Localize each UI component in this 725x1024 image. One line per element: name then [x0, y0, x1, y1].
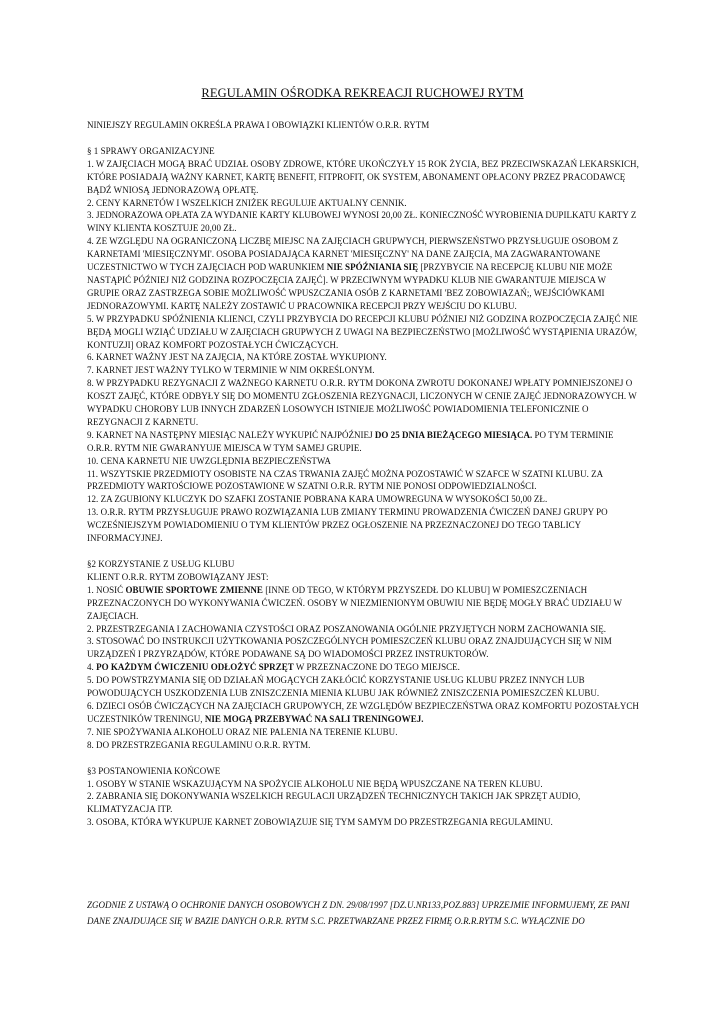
rule-item: 1. W ZAJĘCIACH MOGĄ BRAĆ UDZIAŁ OSOBY ZDROWE, KTÓRE UKOŃCZYŁY 15 ROK ŻYCIA, BEZ PRZECIWSKAZAŃ LEKARSKICH, KTÓRE POSIADAJĄ WAŻNY KARNET, KARTĘ BENEFIT, FITPROFIT, OK SYSTEM, ABONAMENT OPŁACONY PRZEZ PRACODAWCĘ BĄDŹ WNIOSĄ JEDNORAZOWĄ OPŁATĘ.	[87, 158, 639, 195]
rule-item: 12. ZA ZGUBIONY KLUCZYK DO SZAFKI ZOSTANIE POBRANA KARA UMOWREGUNA W WYSOKOŚCI 50,00 ZŁ.	[87, 494, 548, 505]
spacer	[87, 132, 639, 145]
spacer	[87, 752, 639, 765]
rule-item: 2. PRZESTRZEGANIA I ZACHOWANIA CZYSTOŚCI ORAZ POSZANOWANIA OGÓLNIE PRZYJĘTYCH NORM ZACHOWANIA SIĘ.	[87, 623, 607, 634]
rule-item: 3. JEDNORAZOWA OPŁATA ZA WYDANIE KARTY KLUBOWEJ WYNOSI 20,00 ZŁ. KONIECZNOŚĆ WYROBIENIA DUPILKATU KARTY Z WINY KLIENTA KOSZTUJE 20,00 ZŁ.	[87, 210, 637, 234]
rule-text: 6. DZIECI OSÓB ĆWICZĄCYCH NA ZAJĘCIACH GRUPOWYCH, ZE WZGLĘDÓW BEZPIECZEŃSTWA ORAZ KOMFORTU POZOSTAŁYCH UCZESTNIKÓW TRENINGU,	[87, 700, 639, 724]
rule-text: 9. KARNET NA NASTĘPNY MIESIĄC NALEŻY WYKUPIĆ NAJPÓŹNIEJ	[87, 429, 375, 440]
section-lead: KLIENT O.R.R. RYTM ZOBOWIĄZANY JEST:	[87, 571, 269, 582]
rule-item	[87, 584, 639, 623]
rule-text: W PRZEZNACZONE DO TEGO MIEJSCE.	[293, 662, 460, 673]
rule-item: 10. CENA KARNETU NIE UWZGLĘDNIA BEZPIECZEŃSTWA	[87, 455, 331, 466]
rule-item: 8. W PRZYPADKU REZYGNACJI Z WAŻNEGO KARNETU O.R.R. RYTM DOKONA ZWROTU DOKONANEJ WPŁATY POMNIEJSZONEJ O KOSZT ZAJĘĆ, KTÓRE ODBYŁY SIĘ DO MOMENTU ZGŁOSZENIA REZYGNACJI, LICZONYCH W CENIE ZAJĘĆ JEDNORAZOWYCH. W WYPADKU CHOROBY LUB INNYCH ZDARZEŃ LOSOWYCH ISTNIEJE MOŻLIWOŚĆ POWIADOMIENIA TELEFONICZNIE O REZYGNACJI Z KARNETU.	[87, 378, 637, 427]
rule-text: PO TYM TERMINIE O.R.R. RYTM NIE GWARANYUJE MIEJSCA W TYM SAMEJ GRUPIE.	[87, 429, 614, 453]
rule-item: 6. KARNET WAŻNY JEST NA ZAJĘCIA, NA KTÓRE ZOSTAŁ WYKUPIONY.	[87, 352, 387, 363]
rule-text: 4.	[87, 662, 97, 673]
intro-paragraph: NINIEJSZY REGULAMIN OKREŚLA PRAWA I OBOWIĄZKI KLIENTÓW O.R.R. RYTM	[87, 120, 430, 130]
rule-text: [PRZYBYCIE NA RECEPCJĘ KLUBU NIE MOŻE NASTĄPIĆ PÓŹNIEJ NIŻ GODZINA ROZPOCZĘCIA ZAJĘĆ]. W PRZECIWNYM WYPADKU KLUB NIE GWARANTUJE MIEJSCA W GRUPIE ORAZ ZASTRZEGA SOBIE MOŻLIWOŚĆ WPUSZCZANIA OSÓB Z KARNETAMI 'BEZ ZOBOWIAZAŃ;, WEJŚCIÓWKAMI JEDNORAZOWYMI. KARTĘ NALEŻY ZOSTAWIĆ U PRACOWNIKA RECEPCJI PRZY WEJŚCIU DO KLUBU.	[87, 262, 613, 311]
document-title: REGULAMIN OŚRODKA REKREACJI RUCHOWEJ RYTM	[201, 86, 524, 100]
rule-text: 1. NOSIĆ	[87, 584, 126, 595]
rule-item: 7. NIE SPOŻYWANIA ALKOHOLU ORAZ NIE PALENIA NA TERENIE KLUBU.	[87, 726, 398, 737]
rule-item: 3. OSOBA, KTÓRA WYKUPUJE KARNET ZOBOWIĄZUJE SIĘ TYM SAMYM DO PRZESTRZEGANIA REGULAMINU.	[87, 817, 553, 828]
rule-item	[87, 429, 639, 455]
rule-item: 7. KARNET JEST WAŻNY TYLKO W TERMINIE W NIM OKREŚLONYM.	[87, 365, 375, 376]
spacer	[87, 545, 639, 558]
document-body	[87, 119, 639, 829]
rule-text: [INNE OD TEGO, W KTÓRYM PRZYSZEDŁ DO KLUBU] W POMIESZCZENIACH PRZEZNACZONYCH DO WYKONYWANIA ĆWICZEŃ. OSOBY W NIEZMIENIONYM OBUWIU NIE BĘDĘ MOGŁY BRAĆ UDZIAŁU W ZAJĘCIACH.	[87, 584, 622, 621]
data-protection-note: ZGODNIE Z USTAWĄ O OCHRONIE DANYCH OSOBOWYCH Z DN. 29/08/1997 [DZ.U.NR133,POZ.883] UPRZEJMIE INFORMUJEMY, ZE PANI DANE ZNAJDUJĄCE SIĘ W BAZIE DANYCH O.R.R. RYTM S.C. PRZETWARZANE PRZEZ FIRMĘ O.R.R.RYTM S.C. WYŁĄCZNIE DO	[87, 900, 630, 926]
rule-item: 8. DO PRZESTRZEGANIA REGULAMINU O.R.R. RYTM.	[87, 739, 311, 750]
rule-emphasis: NIE SPÓŹNIANIA SIĘ	[326, 262, 419, 273]
rule-item	[87, 235, 639, 312]
section-heading: §2 KORZYSTANIE Z USŁUG KLUBU	[87, 559, 235, 569]
rule-item: 1. OSOBY W STANIE WSKAZUJĄCYM NA SPOŻYCIE ALKOHOLU NIE BĘDĄ WPUSZCZANE NA TEREN KLUBU.	[87, 778, 543, 789]
rule-emphasis: DO 25 DNIA BIEŻĄCEGO MIESIĄCA.	[374, 429, 533, 440]
rule-item	[87, 700, 639, 726]
rule-item: 3. STOSOWAĆ DO INSTRUKCJI UŻYTKOWANIA POSZCZEGÓLNYCH POMIESZCZEŃ KLUBU ORAZ ZNAJDUJĄCYCH SIĘ W NIM URZĄDZEŃ I PRZYRZĄDÓW, KTÓRE PODAWANE SĄ DO WIADOMOŚCI PRZEZ INSTRUKTORÓW.	[87, 636, 612, 660]
section-3	[87, 765, 639, 830]
section-2	[87, 558, 639, 752]
rule-item: 2. CENY KARNETÓW I WSZELKICH ZNIŻEK REGULUJE AKTUALNY CENNIK.	[87, 197, 407, 208]
section-heading: § 1 SPRAWY ORGANIZACYJNE	[87, 145, 215, 156]
rule-emphasis: OBUWIE SPORTOWE ZMIENNE	[125, 584, 263, 595]
rule-item: 5. DO POWSTRZYMANIA SIĘ OD DZIAŁAŃ MOGĄCYCH ZAKŁÓCIĆ KORZYSTANIE USŁUG KLUBU PRZEZ INNYCH LUB POWODUJĄCYCH USZKODZENIA LUB ZNISZCZENIA MIENIA KLUBU JAK RÓWNIEŻ ZNISZCZENIA POMIESZCZEŃ KLUBU.	[87, 675, 600, 699]
rule-item: 5. W PRZYPADKU SPÓŹNIENIA KLIENCI, CZYLI PRZYBYCIA DO RECEPCJI KLUBU PÓŹNIEJ NIŻ GODZINA ROZPOCZĘCIA ZAJĘĆ NIE BĘDĄ MOGLI WZIĄĆ UDZIAŁU W ZAJĘCIACH GRUPWYCH Z UWAGI NA BEZPIECZEŃSTWO [MOŻLIWOŚĆ WYSTĄPIENIA URAZÓW, KONTUZJI] ORAZ KOMFORT POZOSTAŁYCH ĆWICZĄCYCH.	[87, 313, 638, 350]
section-heading: §3 POSTANOWIENIA KOŃCOWE	[87, 765, 221, 776]
rule-item	[87, 661, 639, 674]
rule-item: 11. WSZYTSKIE PRZEDMIOTY OSOBISTE NA CZAS TRWANIA ZAJĘĆ MOŻNA POZOSTAWIĆ W SZAFCE W SZATNI KLUBU. ZA PRZEDMIOTY WARTOŚCIOWE POZOSTAWIONE W SZATNI O.R.R. RYTM NIE PONOSI ODPOWIEDZIALNOŚCI.	[87, 468, 603, 492]
rule-item: 2. ZABRANIA SIĘ DOKONYWANIA WSZELKICH REGULACJI URZĄDZEŃ TECHNICZNYCH TAKICH JAK SPRZĘT AUDIO, KLIMATYZACJA ITP.	[87, 791, 581, 815]
rule-emphasis: PO KAŻDYM ĆWICZENIU ODŁOŻYĆ SPRZĘT	[96, 662, 294, 673]
rule-text: 4. ZE WZGLĘDU NA OGRANICZONĄ LICZBĘ MIEJSC NA ZAJĘCIACH GRUPWYCH, PIERWSZEŃSTWO PRZYSŁUGUJE OSOBOM Z KARNETAMI 'MIESIĘCZNYMI'. OSOBA POSIADAJĄCA KARNET 'MIESIĘCZNY' NA DANE ZAJĘCIA, MA ZAGWARANTOWANE UCZESTNICTWO W TYCH ZAJĘCIACH POD WARUNKIEM	[87, 236, 619, 273]
section-1	[87, 145, 639, 545]
rule-item: 13. O.R.R. RYTM PRZYSŁUGUJE PRAWO ROZWIĄZANIA LUB ZMIANY TERMINU PROWADZENIA ĆWICZEŃ DANEJ GRUPY PO WCZEŚNIEJSZYM POWIADOMIENIU O TYM KLIENTÓW PRZEZ OGŁOSZENIE NA PRZEZNACZONEJ DO TEGO TABLICY INFORMACYJNEJ.	[87, 507, 608, 544]
rule-emphasis: NIE MOGĄ PRZEBYWAĆ NA SALI TRENINGOWEJ.	[204, 713, 424, 724]
